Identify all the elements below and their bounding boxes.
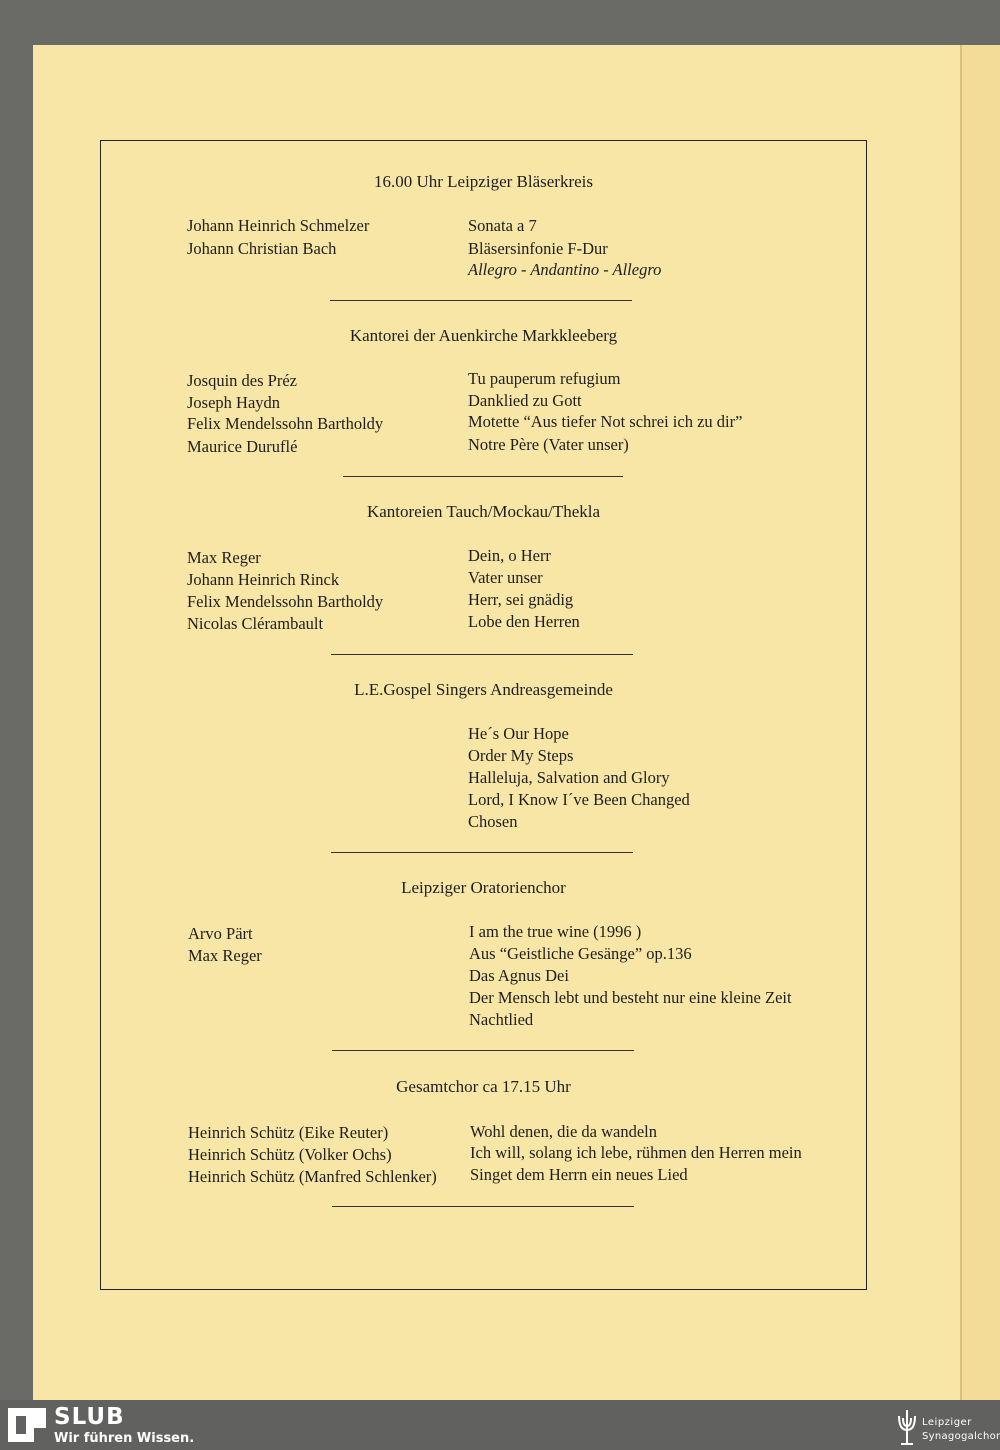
section-divider — [332, 1050, 634, 1051]
composer: Max Reger — [188, 946, 262, 965]
library-name: SLUB — [54, 1404, 125, 1430]
work: I am the true wine (1996 ) — [469, 922, 642, 941]
work: Tu pauperum refugium — [468, 369, 621, 388]
section-header: Kantorei der Auenkirche Markkleeberg — [349, 326, 618, 345]
work: Bläsersinfonie F-Dur — [468, 239, 608, 258]
composer: Maurice Duruflé — [187, 437, 298, 456]
composer: Joseph Haydn — [187, 393, 281, 412]
work: Sonata a 7 — [468, 216, 537, 235]
work: Lobe den Herren — [468, 612, 580, 631]
composer: Johann Christian Bach — [187, 239, 337, 258]
composer: Felix Mendelssohn Bartholdy — [187, 414, 384, 433]
section-divider — [343, 476, 623, 477]
work: Notre Père (Vater unser) — [468, 435, 629, 454]
section-divider — [330, 300, 632, 301]
work: Aus “Geistliche Gesänge” op.136 — [469, 944, 692, 963]
section-header: Leipziger Oratorienchor — [401, 878, 566, 897]
work: Danklied zu Gott — [468, 391, 582, 410]
work-movements: Allegro - Andantino - Allegro — [468, 260, 662, 279]
composer: Johann Heinrich Rinck — [187, 570, 340, 589]
work: Order My Steps — [468, 746, 574, 765]
next-page-edge — [960, 45, 1000, 1400]
section-header: Gesamtchor ca 17.15 Uhr — [396, 1077, 571, 1096]
work: Das Agnus Dei — [469, 966, 569, 985]
section-divider — [331, 654, 633, 655]
work: Dein, o Herr — [468, 546, 551, 565]
section-header: 16.00 Uhr Leipziger Bläserkreis — [373, 172, 594, 191]
work: Motette “Aus tiefer Not schrei ich zu dir” — [468, 412, 743, 431]
section-header: Kantoreien Tauch/Mockau/Thekla — [366, 502, 601, 521]
section-divider — [332, 1206, 634, 1207]
partner-name-line1: Leipziger — [922, 1417, 972, 1428]
composer: Nicolas Clérambault — [187, 614, 324, 633]
library-tagline: Wir führen Wissen. — [54, 1431, 195, 1446]
composer: Josquin des Préz — [187, 371, 297, 390]
work: Herr, sei gnädig — [468, 590, 574, 609]
work: Halleluja, Salvation and Glory — [468, 768, 670, 787]
work: Wohl denen, die da wandeln — [470, 1122, 657, 1141]
composer: Heinrich Schütz (Manfred Schlenker) — [188, 1167, 437, 1186]
work: Ich will, solang ich lebe, rühmen den Herren mein — [470, 1143, 802, 1162]
work: Vater unser — [468, 568, 543, 587]
program-frame — [100, 140, 867, 1290]
section-header: L.E.Gospel Singers Andreasgemeinde — [354, 680, 613, 699]
composer: Felix Mendelssohn Bartholdy — [187, 592, 384, 611]
composer: Arvo Pärt — [188, 924, 253, 943]
menorah-icon — [896, 1406, 918, 1446]
footer-bar — [0, 1400, 1000, 1450]
slub-logo-icon — [8, 1408, 46, 1442]
partner-name-line2: Synagogalchor — [922, 1431, 1000, 1442]
work: Chosen — [468, 812, 518, 831]
composer: Heinrich Schütz (Volker Ochs) — [188, 1145, 392, 1164]
composer: Johann Heinrich Schmelzer — [187, 216, 370, 235]
work: He´s Our Hope — [468, 724, 569, 743]
work: Nachtlied — [469, 1010, 534, 1029]
section-divider — [331, 852, 633, 853]
composer: Max Reger — [187, 548, 261, 567]
composer: Heinrich Schütz (Eike Reuter) — [188, 1123, 389, 1142]
work: Lord, I Know I´ve Been Changed — [468, 790, 690, 809]
work: Der Mensch lebt und besteht nur eine kleine Zeit — [469, 988, 792, 1007]
work: Singet dem Herrn ein neues Lied — [470, 1165, 688, 1184]
